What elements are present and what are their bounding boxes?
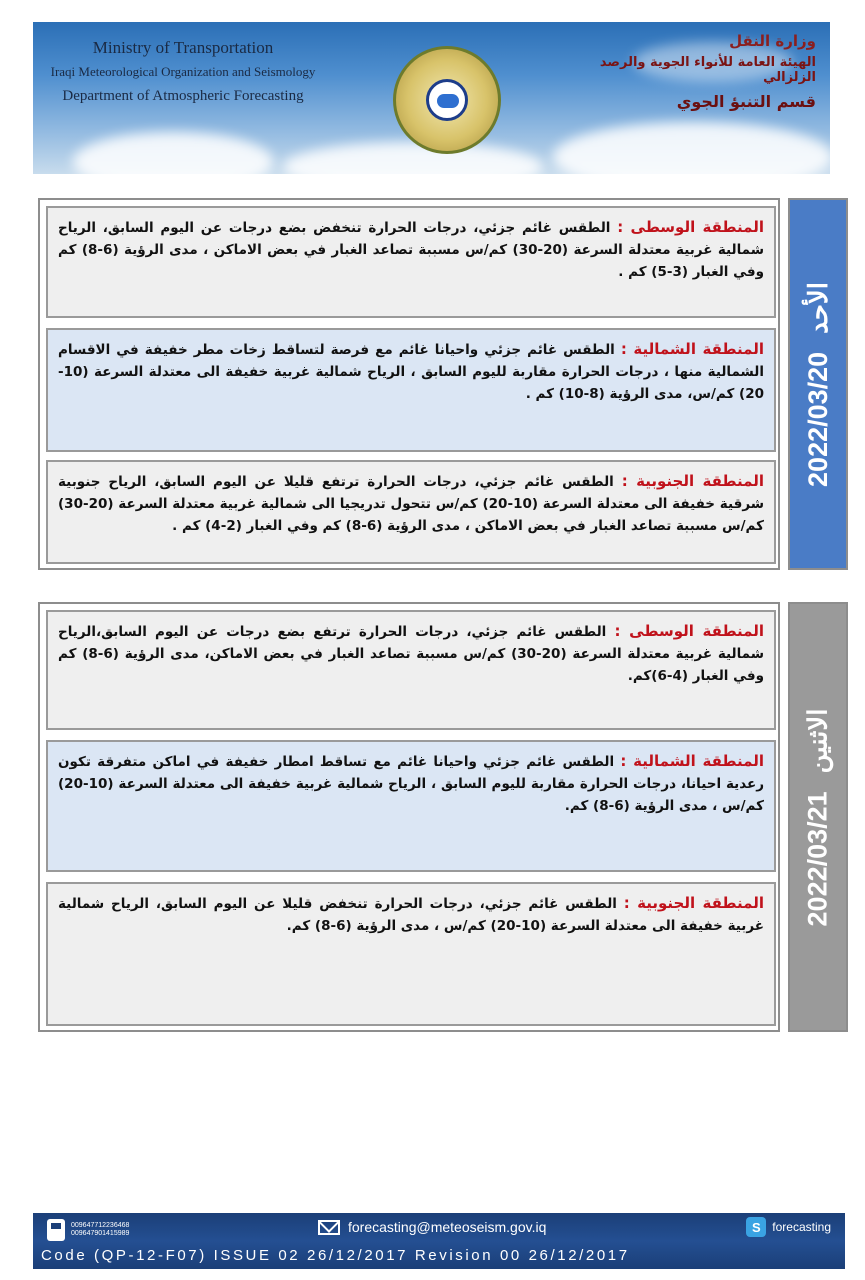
forecast-panels	[38, 602, 780, 1032]
region-label: المنطقة الشمالية :	[620, 340, 764, 358]
region-forecast-text: الطقس غائم جزئي واحيانا غائم مع فرصة لتساقط زخات مطر خفيفة في الاقسام الشمالية منها ، درجات الحرارة مقاربة لليوم السابق ، الرياح شمالية غربية خفيفة الى معتدلة السرعة (10-20) كم/س، مدى الرؤية (8-10) كم .	[58, 342, 764, 402]
department-name: Department of Atmospheric Forecasting	[62, 88, 304, 104]
email-contact	[318, 1219, 546, 1235]
date-label	[803, 708, 834, 926]
region-north	[46, 740, 776, 872]
region-forecast-text: الطقس غائم جزئي، درجات الحرارة ترتفع قليلا عن اليوم السابق، الرياح جنوبية شرقية خفيفة الى معتدلة السرعة (10-20) كم/س تتحول تدريجيا الى شمالية غربية معتدلة السرعة (20-30) كم/س مسببة تصاعد الغبار في بعض الاماكن ، مدى الرؤية (6-8) كم وفي الغبار (2-4) كم .	[58, 474, 764, 534]
skype-name: forecasting	[772, 1220, 831, 1234]
forecast-panels	[38, 198, 780, 570]
footer	[33, 1213, 845, 1269]
region-label: المنطقة الوسطى :	[614, 622, 765, 640]
skype-icon: S	[746, 1217, 766, 1237]
region-label: المنطقة الجنوبية :	[621, 472, 764, 490]
region-central	[46, 206, 776, 318]
phone-icon	[47, 1219, 65, 1241]
ministry-name-ar: وزارة النقل	[729, 32, 816, 50]
region-forecast-text: الطقس غائم جزئي واحيانا غائم مع تساقط امطار خفيفة في اماكن متفرقة تكون رعدية احيانا، درجات الحرارة مقاربة لليوم السابق ، الرياح شمالية غربية خفيفة الى معتدلة السرعة (10-20) كم/س ، مدى الرؤية (6-8) كم.	[58, 754, 764, 814]
date: 2022/03/21	[802, 790, 833, 926]
mail-icon	[318, 1220, 340, 1235]
region-north	[46, 328, 776, 452]
phone-contact	[47, 1219, 129, 1241]
region-forecast-text: الطقس غائم جزئي، درجات الحرارة تنخفض قليلا عن اليوم السابق، الرياح شمالية غربية خفيفة الى معتدلة السرعة (10-20) كم/س ، مدى الرؤية (6-8) كم.	[58, 896, 764, 934]
date-bar	[788, 602, 848, 1032]
region-south	[46, 882, 776, 1026]
department-name-ar: قسم التنبؤ الجوي	[676, 92, 816, 111]
email-link[interactable]: forecasting@meteoseism.gov.iq	[348, 1219, 547, 1235]
meteorology-seal-icon	[393, 46, 501, 154]
header-banner	[33, 22, 830, 174]
header-english	[33, 38, 333, 105]
region-label: المنطقة الوسطى :	[617, 218, 765, 236]
forecast-day-1	[38, 198, 848, 570]
weekday: الاثنين	[802, 708, 833, 773]
phone-number-2: 009647901415989	[71, 1230, 130, 1237]
phone-numbers	[71, 1222, 129, 1238]
region-label: المنطقة الشمالية :	[620, 752, 764, 770]
ministry-name: Ministry of Transportation	[92, 38, 274, 57]
date-label	[803, 282, 834, 487]
organization-name: Iraqi Meteorological Organization and Seismology	[50, 64, 316, 79]
phone-number-1: 009647712236468	[71, 1222, 130, 1229]
cloud-decoration	[553, 122, 830, 174]
date-bar	[788, 198, 848, 570]
header-arabic	[586, 32, 816, 111]
skype-contact	[746, 1217, 831, 1237]
document-code: Code (QP-12-F07) ISSUE 02 26/12/2017 Revision 00 26/12/2017	[41, 1247, 630, 1264]
region-forecast-text: الطقس غائم جزئي، درجات الحرارة ترتفع بضع درجات عن اليوم السابق،الرياح شمالية غربية معتدلة السرعة (20-30) كم/س مسببة تصاعد الغبار في بعض الاماكن، مدى الرؤية (6-8) كم وفي الغبار (4-6)كم.	[58, 624, 764, 684]
seal-center	[426, 79, 468, 121]
cloud-decoration	[73, 132, 273, 174]
region-central	[46, 610, 776, 730]
forecast-day-2	[38, 602, 848, 1032]
region-label: المنطقة الجنوبية :	[623, 894, 764, 912]
region-south	[46, 460, 776, 564]
weekday: الأحد	[802, 281, 833, 334]
cloud-decoration	[283, 142, 543, 174]
cloud-icon	[437, 94, 459, 108]
date: 2022/03/20	[802, 351, 833, 487]
region-forecast-text: الطقس غائم جزئي، درجات الحرارة تنخفض بضع درجات عن اليوم السابق، الرياح شمالية غربية معتدلة السرعة (20-30) كم/س مسببة تصاعد الغبار في بعض الاماكن ، مدى الرؤية (6-8) كم وفي الغبار (3-5) كم .	[58, 220, 764, 280]
organization-name-ar: الهيئة العامة للأنواء الجوية والرصد الزلزالي	[599, 55, 816, 85]
